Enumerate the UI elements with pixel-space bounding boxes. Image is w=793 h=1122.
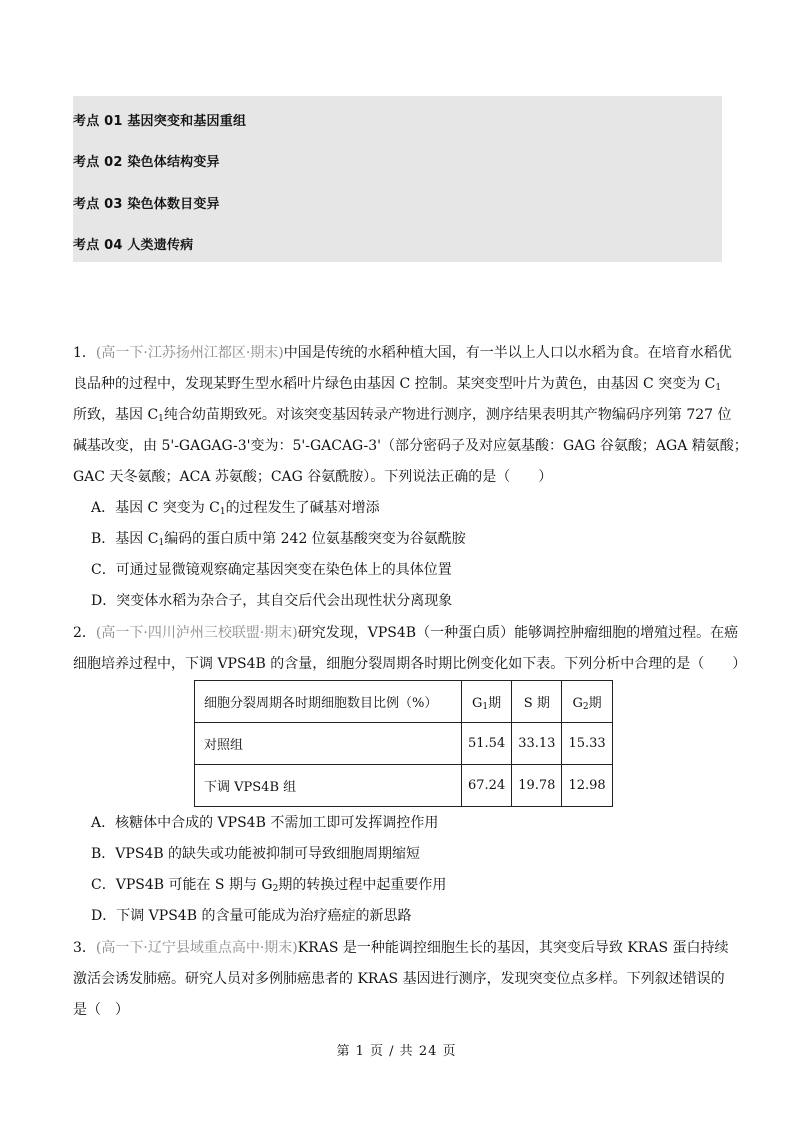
q1-line-3: 所致，基因 $C_1$纯合幼苗期致死。对该突变基因转录产物进行测序，测序结果表明其产物编码序列第 727 位 [73, 407, 732, 424]
table-header-cell: 细胞分裂周期各时期细胞数目比例（%） [195, 681, 462, 723]
q3-line-2: 激活会诱发肺癌。研究人员对多例肺癌患者的 KRAS 基因进行测序，发现突变位点多样。下列叙述错误的 [73, 971, 725, 987]
q2-option-a[interactable]: A．核糖体中合成的 VPS4B 不需加工即可发挥调控作用 [91, 815, 439, 831]
table-cell: 33.13 [512, 723, 562, 765]
table-cell: 51.54 [462, 723, 512, 765]
table-cell: 12.98 [562, 765, 612, 807]
q1-source: (高一下·江苏扬州江都区·期末) [95, 345, 284, 361]
q3-line-3: 是（ ） [73, 1002, 129, 1018]
table-header-cell: S 期 [512, 681, 562, 723]
table-header-cell: $G_2$期 [562, 681, 612, 723]
table-cell: 对照组 [195, 723, 462, 765]
table-cell: 15.33 [562, 723, 612, 765]
q3-line-1: 3．(高一下·辽宁县域重点高中·期末)KRAS 是一种能调控细胞生长的基因，其突变后导致 KRAS 蛋白持续 [73, 940, 729, 956]
cell-cycle-table [194, 680, 613, 807]
q3-number: 3． [73, 940, 96, 956]
table-cell: 19.78 [512, 765, 562, 807]
table-row [195, 765, 613, 807]
q2-line-2: 细胞培养过程中，下调 VPS4B 的含量，细胞分裂周期各时期比例变化如下表。下列分析中合理的是（ ） [73, 656, 747, 672]
q2-source: (高一下·四川泸州三校联盟·期末) [95, 625, 298, 641]
table-row [195, 723, 613, 765]
q1-line-5: GAC 天冬氨酸；ACA 苏氨酸；CAG 谷氨酰胺）。下列说法正确的是（ ） [73, 469, 553, 485]
key-points-box [73, 96, 722, 262]
q3-source: (高一下·辽宁县域重点高中·期末) [95, 940, 298, 956]
q2-option-c[interactable]: C．VPS4B 可能在 S 期与 $G_2$期的转换过程中起重要作用 [91, 877, 447, 894]
table-cell: 67.24 [462, 765, 512, 807]
q2-line-1: 2．(高一下·四川泸州三校联盟·期末)研究发现，VPS4B（一种蛋白质）能够调控肿瘤细胞的增殖过程。在癌 [73, 625, 739, 641]
q1-number: 1． [73, 345, 96, 361]
page-footer: 第 1 页 / 共 24 页 [336, 1044, 457, 1059]
q1-option-a[interactable]: A．基因 C 突变为 $C_1$的过程发生了碱基对增添 [91, 500, 380, 517]
key-point-4: 考点 04 人类遗传病 [73, 238, 194, 253]
q1-line-4: 碱基改变，由 5'-GAGAG-3'变为：5'-GACAG-3'（部分密码子及对应氨基酸：GAG 谷氨酸；AGA 精氨酸； [73, 438, 748, 454]
q2-number: 2． [73, 625, 96, 641]
table-header-cell: $G_1$期 [462, 681, 512, 723]
table-header-row [195, 681, 613, 723]
q2-option-b[interactable]: B．VPS4B 的缺失或功能被抑制可导致细胞周期缩短 [91, 846, 421, 862]
table-cell: 下调 VPS4B 组 [195, 765, 462, 807]
q1-option-d[interactable]: D．突变体水稻为杂合子，其自交后代会出现性状分离现象 [91, 593, 453, 609]
q1-option-c[interactable]: C．可通过显微镜观察确定基因突变在染色体上的具体位置 [91, 562, 452, 578]
key-point-2: 考点 02 染色体结构变异 [73, 155, 220, 170]
q1-line-1 [73, 344, 732, 362]
q1-line-2: 良品种的过程中，发现某野生型水稻叶片绿色由基因 C 控制。某突变型叶片为黄色，由基因 C 突变为 $C_1$ [73, 376, 722, 393]
q1-option-b[interactable]: B．基因 $C_1$编码的蛋白质中第 242 位氨基酸突变为谷氨酰胺 [91, 531, 466, 548]
key-point-1: 考点 01 基因突变和基因重组 [73, 114, 247, 129]
key-point-3: 考点 03 染色体数目变异 [73, 197, 220, 212]
q1-text-1: 中国是传统的水稻种植大国，有一半以上人口以水稻为食。在培育水稻优 [283, 345, 732, 361]
q2-option-d[interactable]: D．下调 VPS4B 的含量可能成为治疗癌症的新思路 [91, 908, 412, 924]
